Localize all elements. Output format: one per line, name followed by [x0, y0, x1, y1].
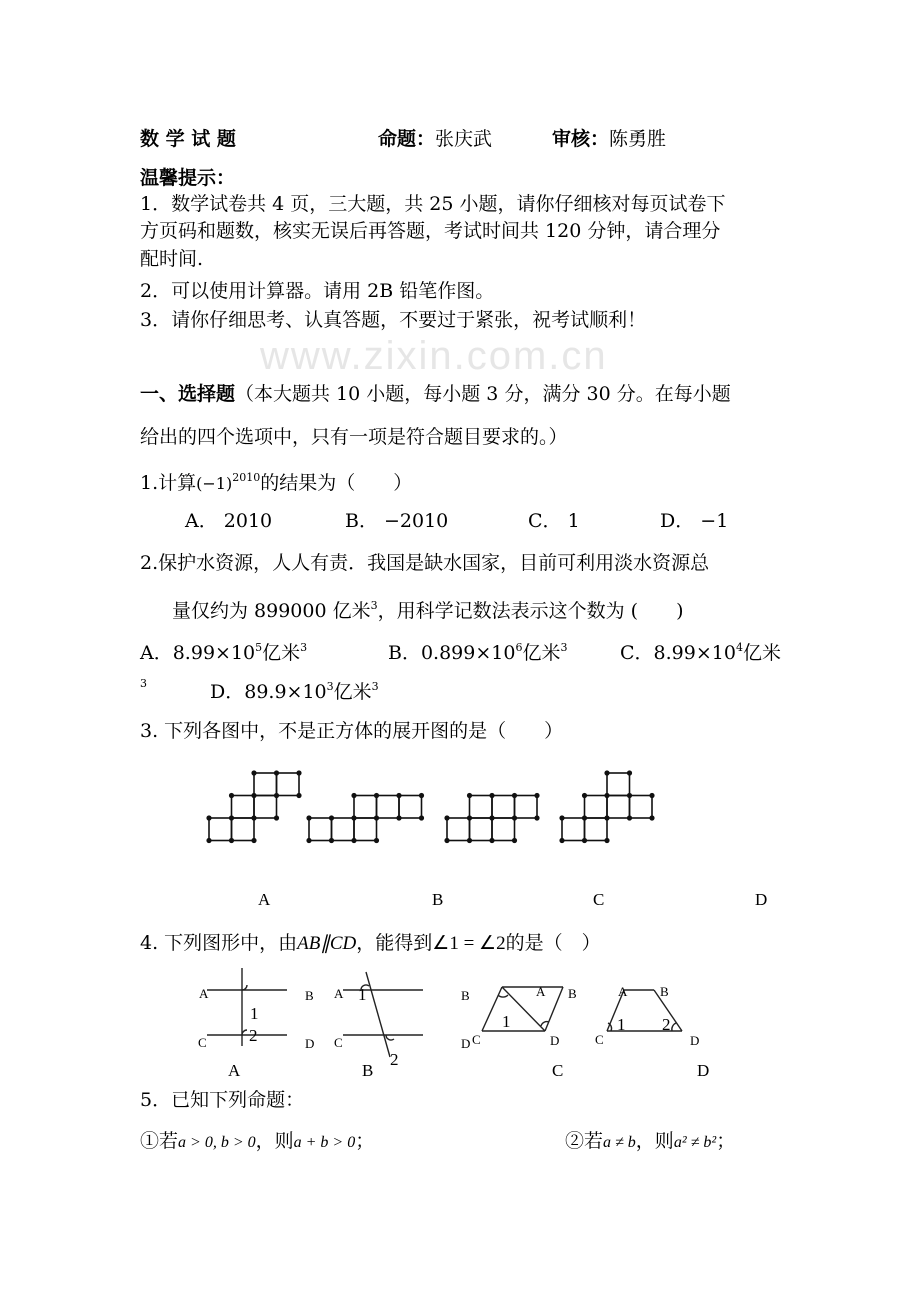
- point-b: B: [461, 988, 470, 1003]
- net-vertex: [251, 815, 256, 820]
- point-a: A: [199, 986, 209, 1001]
- angle-1-label: 1: [250, 1004, 259, 1023]
- point-c: C: [198, 1035, 207, 1050]
- net-square: [492, 818, 515, 841]
- section-desc: 给出的四个选项中，只有一项是符合题目要求的。）: [140, 426, 568, 448]
- tips-title: 温馨提示：: [140, 167, 236, 189]
- net-vertex: [229, 793, 234, 798]
- q4-label-a: A: [228, 1061, 241, 1080]
- net-square: [607, 796, 630, 819]
- q4-diagrams: [207, 968, 682, 1057]
- net-vertex: [351, 838, 356, 843]
- q4-label-c: C: [552, 1061, 564, 1080]
- section-heading: 一、选择题（本大题共 10 小题，每小题 3 分，满分 30 分。在每小题: [140, 383, 731, 405]
- net-vertex: [329, 838, 334, 843]
- proposition-2: ②若a ≠ b，则a² ≠ b²；: [565, 1130, 736, 1152]
- tip-line: 3．请你仔细思考、认真答题，不要过于紧张，祝考试顺利！: [140, 309, 647, 331]
- net-vertex: [444, 838, 449, 843]
- q3-label-c: C: [593, 890, 605, 909]
- tip-line: 配时间.: [140, 248, 204, 270]
- point-a: A: [536, 984, 546, 999]
- q2-option-a: A．$8.99\times 10^5$亿米$^3$: [140, 641, 308, 664]
- net-vertices: [206, 770, 654, 843]
- net-vertex: [251, 793, 256, 798]
- point-b: B: [568, 986, 577, 1001]
- question-2: 2.保护水资源，人人有责．我国是缺水国家，目前可利用淡水资源总: [140, 552, 710, 574]
- q1-option-b: B． −2010: [345, 510, 449, 532]
- net-square: [354, 818, 377, 841]
- net-vertex: [534, 793, 539, 798]
- net-square: [585, 818, 608, 841]
- net-vertex: [296, 770, 301, 775]
- q3-label-a: A: [258, 890, 271, 909]
- q2-option-b: B．$0.899\times 10^6$亿米$^3$: [388, 641, 568, 664]
- q3-label-d: D: [755, 890, 768, 909]
- net-vertex: [351, 815, 356, 820]
- net-vertex: [559, 815, 564, 820]
- net-vertex: [274, 815, 279, 820]
- angle-2-label: 2: [390, 1050, 399, 1069]
- net-vertex: [374, 815, 379, 820]
- net-vertex: [396, 793, 401, 798]
- q2-option-c-sup: 3: [140, 677, 147, 690]
- net-vertex: [274, 770, 279, 775]
- net-vertex: [649, 793, 654, 798]
- net-vertex: [251, 770, 256, 775]
- q3-label-b: B: [432, 890, 444, 909]
- net-vertex: [604, 793, 609, 798]
- point-b: B: [660, 984, 669, 999]
- net-square: [354, 796, 377, 819]
- net-square: [209, 818, 232, 841]
- net-vertex: [489, 815, 494, 820]
- net-square: [447, 818, 470, 841]
- question-1: 1.计算$(-1)^{2010}$的结果为（ ）: [140, 471, 413, 494]
- point-c: C: [472, 1032, 481, 1047]
- net-square: [515, 796, 538, 819]
- net-vertex: [374, 838, 379, 843]
- net-square: [254, 773, 277, 796]
- net-vertex: [306, 838, 311, 843]
- net-vertex: [467, 793, 472, 798]
- net-vertex: [582, 838, 587, 843]
- net-vertex: [559, 838, 564, 843]
- point-d: D: [690, 1033, 700, 1048]
- q4-label-d: D: [697, 1061, 710, 1080]
- net-square: [399, 796, 422, 819]
- net-vertex: [419, 815, 424, 820]
- net-vertex: [512, 815, 517, 820]
- net-vertex: [489, 793, 494, 798]
- proposition-1: ①若a > 0, b > 0，则a + b > 0；: [140, 1130, 375, 1152]
- question-2-cont: 量仅约为 899000 亿米$^3$，用科学记数法表示这个数为 ( ): [172, 599, 684, 622]
- q1-option-a: A． 2010: [185, 510, 273, 532]
- net-vertex: [206, 838, 211, 843]
- net-vertex: [374, 793, 379, 798]
- net-square: [470, 818, 493, 841]
- net-square: [232, 818, 255, 841]
- net-square: [562, 818, 585, 841]
- net-vertex: [206, 815, 211, 820]
- net-square: [585, 796, 608, 819]
- net-square: [630, 796, 653, 819]
- net-vertex: [604, 838, 609, 843]
- net-vertex: [229, 815, 234, 820]
- cube-nets: [209, 773, 652, 841]
- angle-2-label: 2: [249, 1026, 258, 1045]
- net-vertex: [489, 838, 494, 843]
- net-vertex: [627, 770, 632, 775]
- net-square: [332, 818, 355, 841]
- net-vertex: [467, 838, 472, 843]
- tip-line: 1．数学试卷共 4 页，三大题，共 25 小题，请你仔细核对每页试卷下: [140, 193, 726, 215]
- net-vertex: [396, 815, 401, 820]
- q2-option-c: C．$8.99\times 10^4$亿米: [620, 641, 781, 664]
- point-d: D: [461, 1036, 471, 1051]
- point-a: A: [618, 984, 628, 999]
- angle-1-label: 1: [502, 1012, 511, 1031]
- net-vertex: [512, 793, 517, 798]
- net-square: [470, 796, 493, 819]
- q2-option-d: D．$89.9\times 10^3$亿米$^3$: [210, 680, 379, 703]
- net-square: [277, 773, 300, 796]
- net-vertex: [306, 815, 311, 820]
- q1-option-c: C． 1: [528, 510, 580, 532]
- reviewer-line: 审核：陈勇胜: [552, 128, 667, 150]
- angle-1-label: 1: [617, 1015, 626, 1034]
- net-vertex: [274, 793, 279, 798]
- net-vertex: [604, 815, 609, 820]
- net-square: [254, 796, 277, 819]
- net-vertex: [649, 815, 654, 820]
- net-vertex: [534, 815, 539, 820]
- net-vertex: [329, 815, 334, 820]
- point-c: C: [334, 1035, 343, 1050]
- net-vertex: [604, 770, 609, 775]
- net-vertex: [296, 793, 301, 798]
- net-vertex: [467, 815, 472, 820]
- net-vertex: [419, 793, 424, 798]
- tip-line: 2．可以使用计算器。请用 2B 铅笔作图。: [140, 280, 495, 302]
- net-vertex: [582, 793, 587, 798]
- net-square: [232, 796, 255, 819]
- point-d: D: [305, 1036, 315, 1051]
- net-vertex: [251, 838, 256, 843]
- subject-title: 数 学 试 题: [140, 128, 236, 150]
- net-vertex: [582, 815, 587, 820]
- question-4: 4. 下列图形中，由AB∥CD，能得到∠1 = ∠2的是（ ）: [140, 932, 601, 954]
- angle-1-label: 1: [358, 985, 367, 1004]
- net-vertex: [229, 838, 234, 843]
- point-c: C: [595, 1032, 604, 1047]
- net-vertex: [627, 793, 632, 798]
- net-vertex: [627, 815, 632, 820]
- tip-line: 方页码和题数，核实无误后再答题，考试时间共 120 分钟，请合理分: [140, 220, 721, 242]
- net-vertex: [444, 815, 449, 820]
- watermark: www.zixin.com.cn: [260, 334, 608, 378]
- net-square: [377, 796, 400, 819]
- point-a: A: [334, 986, 344, 1001]
- net-square: [492, 796, 515, 819]
- net-square: [309, 818, 332, 841]
- q1-option-d: D． −1: [660, 510, 729, 532]
- angle-2-label: 2: [662, 1015, 671, 1034]
- net-vertex: [512, 838, 517, 843]
- point-b: B: [305, 988, 314, 1003]
- net-vertex: [351, 793, 356, 798]
- question-3: 3. 下列各图中，不是正方体的展开图的是（ ）: [140, 720, 564, 742]
- point-d: D: [550, 1033, 560, 1048]
- author-line: 命题：张庆武: [378, 128, 493, 150]
- net-square: [607, 773, 630, 796]
- q4-label-b: B: [362, 1061, 374, 1080]
- question-5: 5．已知下列命题：: [140, 1089, 305, 1111]
